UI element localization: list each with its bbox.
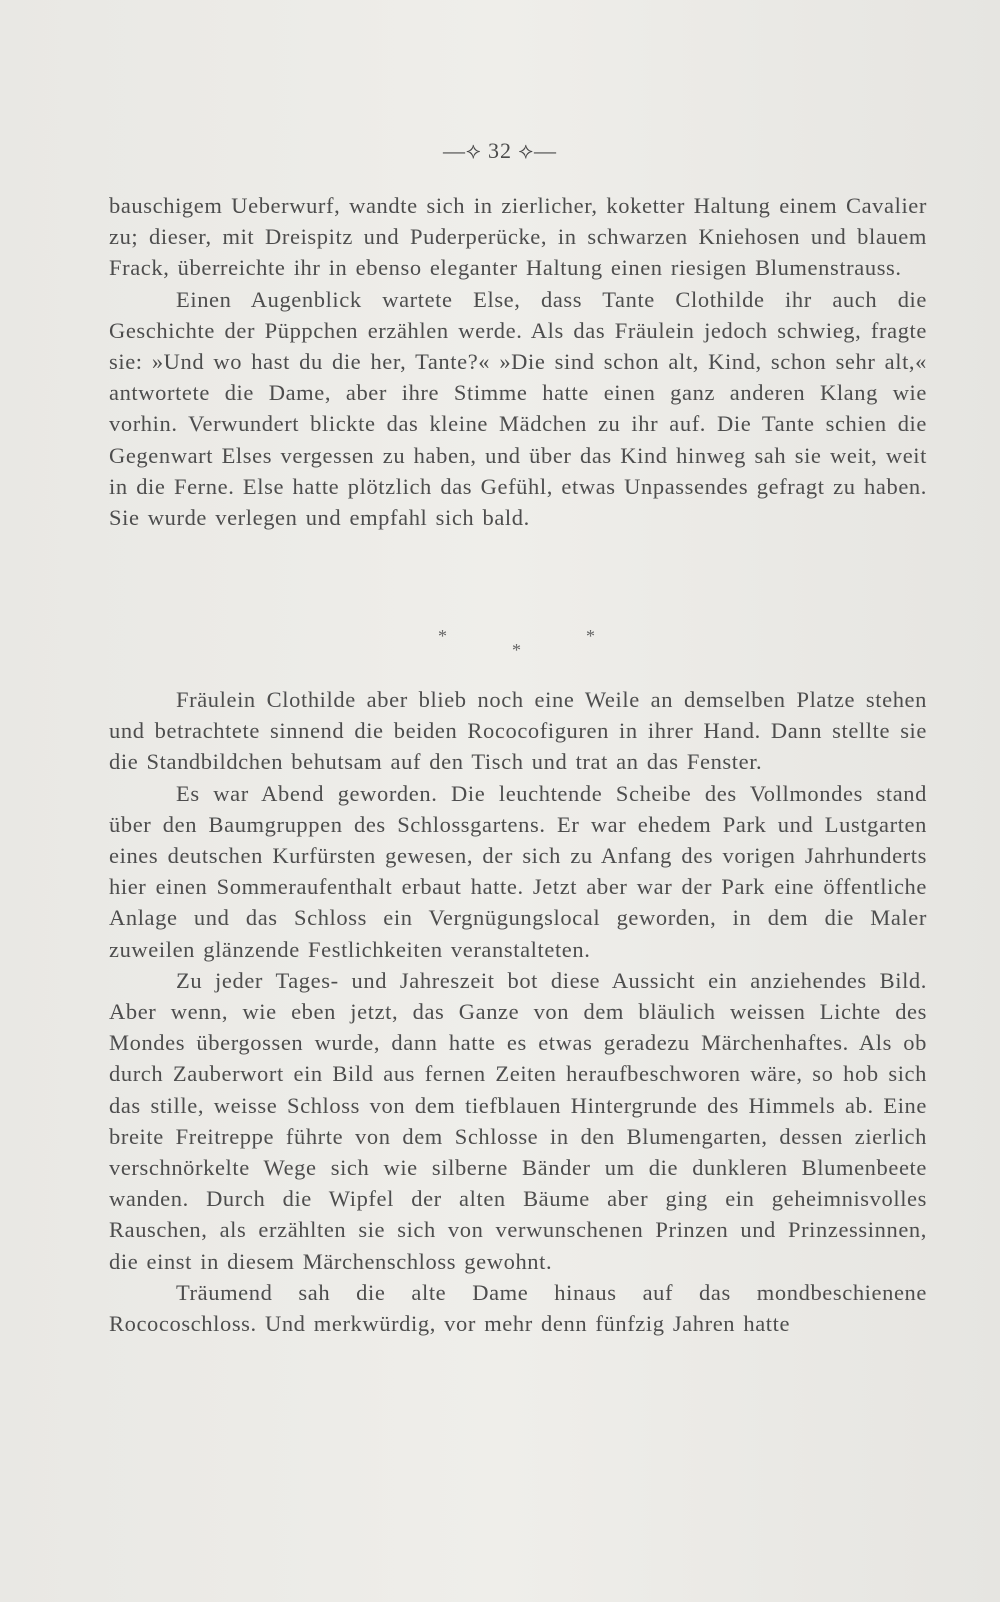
separator-star: * [586,626,595,646]
page-number-header: —⟡ 32 ⟡— [442,138,558,163]
section-separator [0,626,1000,666]
separator-star: * [512,640,521,660]
paragraph-3: Fräulein Clothilde aber blieb noch eine Weile an demselben Platze stehen und betrachtete sinnend die beiden Rococofiguren in ihrer Hand. Dann stellte sie die Standbildchen behutsam auf den Tisch und trat an das Fenster. [109,687,927,775]
text-section-1 [109,190,927,533]
paragraph-6: Träumend sah die alte Dame hinaus auf das mondbeschienene Rococoschloss. Und merkwürdig, vor mehr denn fünfzig Jahren hatte [109,1279,927,1337]
paragraph-5: Zu jeder Tages- und Jahreszeit bot diese Aussicht ein anziehendes Bild. Aber wenn, wie eben jetzt, das Ganze von dem bläulich weissen Lichte des Mondes übergossen wurde, dann hatte es etwas geradezu Märchenhaftes. Als ob durch Zauberwort ein Bild aus fernen Zeiten heraufbeschworen wäre, so hob sich das stille, weisse Schloss von dem tiefblauen Hintergrunde des Himmels ab. Eine breite Freitreppe führte von dem Schlosse in den Blumengarten, dessen zierlich verschnörkelte Wege sich wie silberne Bänder um die dunkleren Blumenbeete wanden. Durch die Wipfel der alten Bäume aber ging ein geheimnisvolles Rauschen, als erzählten sie sich von verwunschenen Prinzen und Prinzessinnen, die einst in diesem Märchenschloss gewohnt. [109,967,927,1274]
text-section-2 [109,684,927,1339]
paragraph-2: Einen Augenblick wartete Else, dass Tante Clothilde ihr auch die Geschichte der Püppchen erzählen werde. Als das Fräulein jedoch schwieg, fragte sie: »Und wo hast du die her, Tante?« »Die sind schon alt, Kind, schon sehr alt,« antwortete die Dame, aber ihre Stimme hatte einen ganz anderen Klang wie vorhin. Verwundert blickte das kleine Mädchen zu ihr auf. Die Tante schien die Gegenwart Elses vergessen zu haben, und über das Kind hinweg sah sie weit, weit in die Ferne. Else hatte plötzlich das Gefühl, etwas Unpassendes gefragt zu haben. Sie wurde verlegen und empfahl sich bald. [109,286,927,531]
separator-star: * [438,626,447,646]
paragraph-4: Es war Abend geworden. Die leuchtende Scheibe des Vollmondes stand über den Baumgruppen des Schlossgartens. Er war ehedem Park und Lustgarten eines deutschen Kurfürsten gewesen, der sich zu Anfang des vorigen Jahrhunderts hier einen Sommeraufenthalt erbaut hatte. Jetzt aber war der Park eine öffentliche Anlage und das Schloss ein Vergnügungslocal geworden, in dem die Maler zuweilen glänzende Festlichkeiten veranstalteten. [109,780,927,962]
paragraph-1-continuation: bauschigem Ueberwurf, wandte sich in zierlicher, koketter Haltung einem Cavalier zu; dieser, mit Dreispitz und Puderperücke, in schwarzen Kniehosen und blauem Frack, überreichte ihr in ebenso eleganter Haltung einen riesigen Blumenstrauss. [109,193,927,281]
